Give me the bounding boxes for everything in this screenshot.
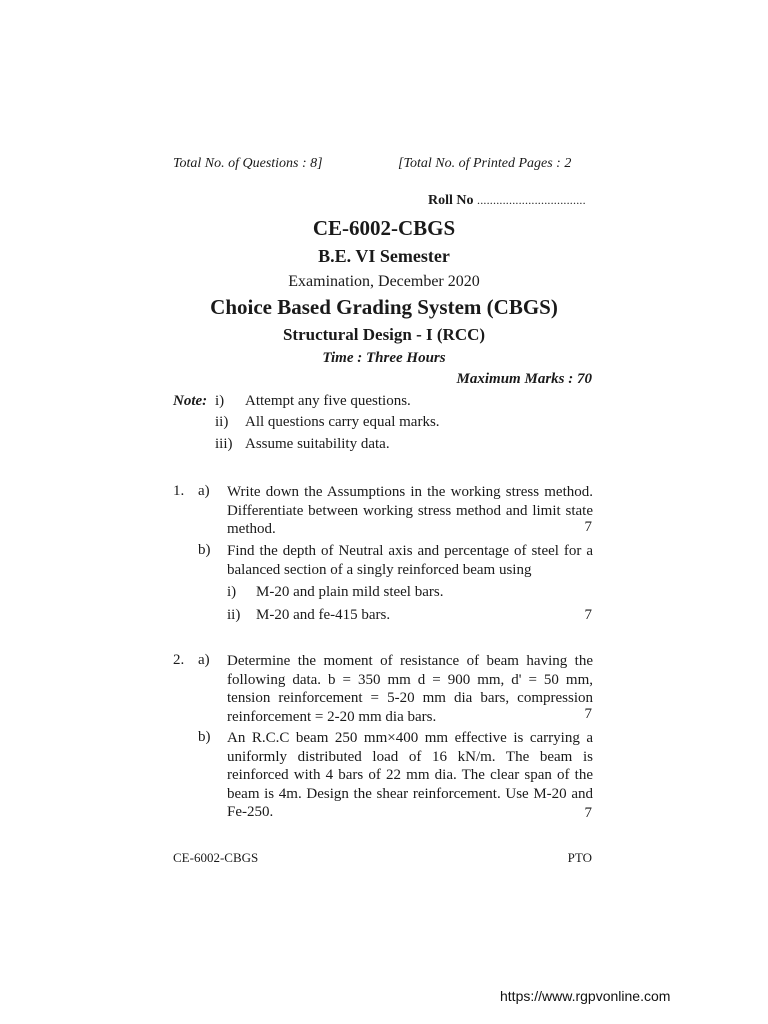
subject: Structural Design - I (RCC) [282, 325, 486, 344]
q1b-sub-num-1: i) [227, 584, 237, 600]
roll-no-line [428, 193, 586, 209]
note-num-3: iii) [215, 436, 233, 452]
q2b-marks: 7 [584, 805, 592, 821]
roll-no-dots: .................................. [477, 193, 586, 207]
q1b-sub-text-1: M-20 and plain mild steel bars. [256, 584, 444, 600]
q1b-sub-text-2: M-20 and fe-415 bars. [256, 607, 391, 623]
question-number-1: 1. [173, 483, 185, 499]
note-text-1: Attempt any five questions. [245, 393, 411, 409]
watermark-url: https://www.rgpvonline.com [500, 988, 671, 1004]
q1a-label: a) [198, 483, 210, 499]
note-num-1: i) [215, 393, 225, 409]
note-text-2: All questions carry equal marks. [245, 414, 440, 430]
q1b-marks: 7 [584, 607, 592, 623]
q1b-sub-num-2: ii) [227, 607, 241, 623]
q2a-label: a) [198, 652, 210, 668]
total-pages: [Total No. of Printed Pages : 2 [398, 156, 572, 171]
q2b-label: b) [198, 729, 211, 745]
q2a-text: Determine the moment of resistance of beam having the following data. b = 350 mm d = 900 mm, d' = 50 mm, tension reinforcement = 5-20 mm dia bars, compression reinforcement = 2-20 mm dia bars. [227, 653, 593, 725]
exam-date: Examination, December 2020 [288, 273, 480, 290]
note-num-2: ii) [215, 414, 229, 430]
q2b-text: An R.C.C beam 250 mm×400 mm effective is carrying a uniformly distributed load of 16 kN/m. The beam is reinforced with 4 bars of 22 mm dia. The clear span of the beam is 4m. Design the shear reinforcement. Use M-20 and Fe-250. [227, 730, 593, 820]
question-number-2: 2. [173, 652, 185, 668]
note-label: Note: [173, 393, 208, 409]
time: Time : Three Hours [322, 350, 446, 366]
q1a-text: Write down the Assumptions in the working stress method. Differentiate between working stress method and limit state method. [227, 484, 593, 537]
footer-pto: PTO [567, 850, 592, 865]
footer-code: CE-6002-CBGS [173, 850, 259, 865]
max-marks: Maximum Marks : 70 [456, 371, 592, 387]
semester: B.E. VI Semester [318, 246, 450, 266]
total-questions: Total No. of Questions : 8] [173, 156, 323, 171]
roll-no-label: Roll No [428, 193, 474, 208]
q2a-marks: 7 [584, 706, 592, 722]
q1b-text: Find the depth of Neutral axis and percentage of steel for a balanced section of a singly reinforced beam using [227, 543, 593, 578]
q1a-marks: 7 [584, 519, 592, 535]
grading-system: Choice Based Grading System (CBGS) [210, 295, 558, 319]
note-text-3: Assume suitability data. [245, 436, 390, 452]
q1b-label: b) [198, 542, 211, 558]
paper-code: CE-6002-CBGS [312, 216, 456, 240]
